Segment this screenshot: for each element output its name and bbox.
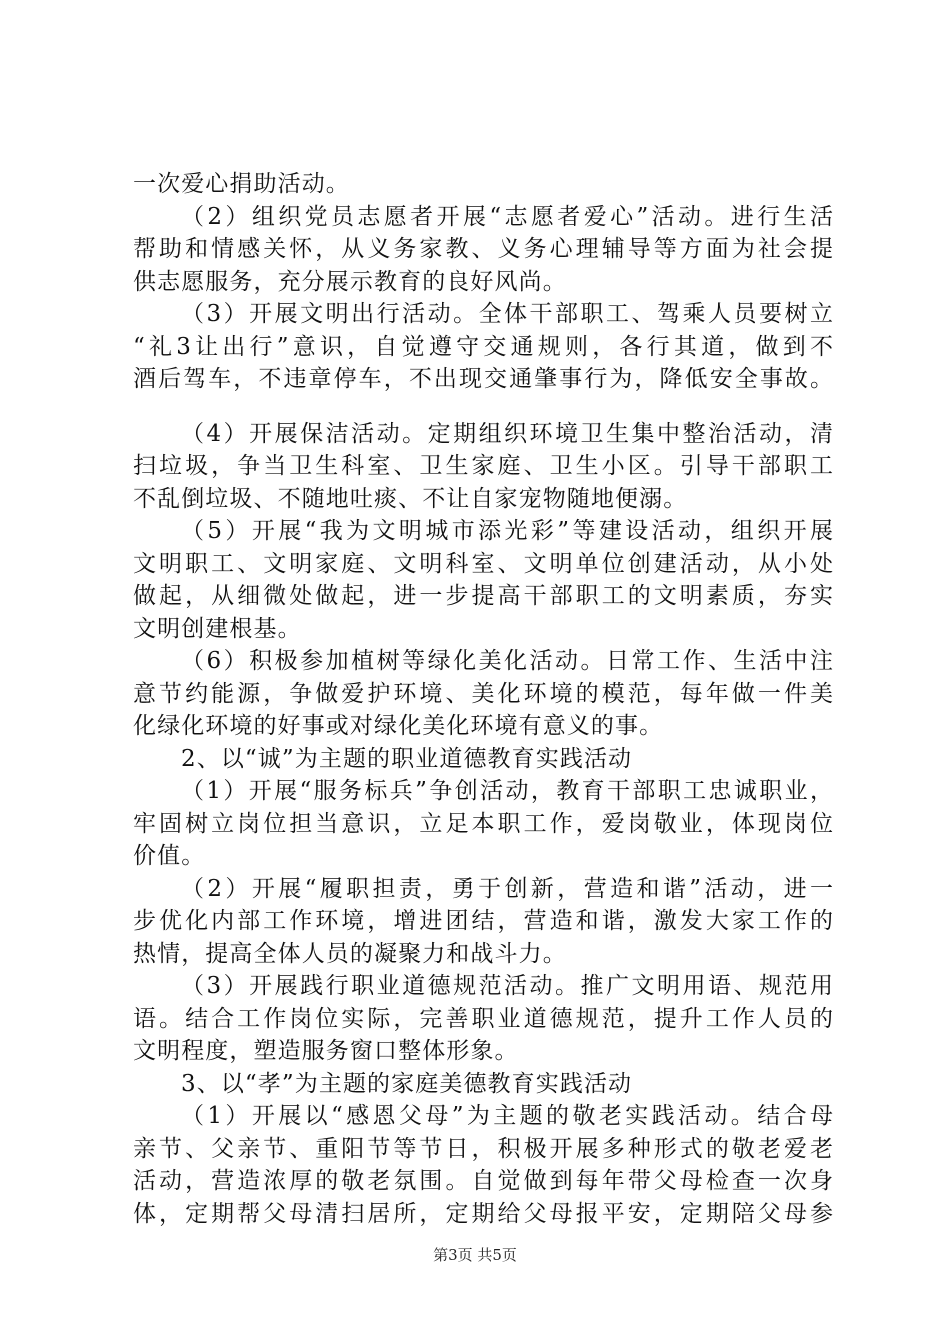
text-line: 扫垃圾，争当卫生科室、卫生家庭、卫生小区。引导干部职工 (133, 453, 833, 479)
text-line: （5）开展“我为文明城市添光彩”等建设活动，组织开展 (181, 518, 833, 544)
text-line: 一次爱心捐助活动。 (133, 171, 350, 197)
text-line: 做起，从细微处做起，进一步提高干部职工的文明素质，夯实 (133, 583, 833, 609)
text-line: （6）积极参加植树等绿化美化活动。日常工作、生活中注 (181, 648, 833, 674)
text-line: 热情，提高全体人员的凝聚力和战斗力。 (133, 940, 567, 967)
text-line: 语。结合工作岗位实际，完善职业道德规范，提升工作人员的 (133, 1005, 833, 1032)
text-line: 不乱倒垃圾、不随地吐痰、不让自家宠物随地便溺。 (133, 485, 688, 512)
text-line: 意节约能源，争做爱护环境、美化环境的模范，每年做一件美 (133, 680, 833, 707)
text-line: （1）开展以“感恩父母”为主题的敬老实践活动。结合母 (181, 1103, 833, 1129)
document-body (133, 168, 833, 1230)
text-line: （3）开展文明出行活动。全体干部职工、驾乘人员要树立 (181, 301, 833, 327)
text-line: （1）开展“服务标兵”争创活动，教育干部职工忠诚职业， (181, 778, 833, 804)
text-line: 帮助和情感关怀，从义务家教、义务心理辅导等方面为社会提 (133, 236, 833, 262)
text-line: 活动，营造浓厚的敬老氛围。自觉做到每年带父母检查一次身 (133, 1168, 833, 1194)
text-line: 体，定期帮父母清扫居所，定期给父母报平安，定期陪父母参 (133, 1200, 833, 1227)
text-line: 价值。 (133, 843, 206, 869)
text-line: 2、以“诚”为主题的职业道德教育实践活动 (181, 745, 633, 772)
text-line: 酒后驾车，不违章停车，不出现交通肇事行为，降低安全事故。 (133, 366, 833, 392)
text-line: “礼3让出行”意识，自觉遵守交通规则，各行其道，做到不 (133, 333, 833, 360)
text-line: 牢固树立岗位担当意识，立足本职工作，爱岗敬业，体现岗位 (133, 810, 833, 837)
text-line: 文明程度，塑造服务窗口整体形象。 (133, 1038, 519, 1064)
text-line: （2）组织党员志愿者开展“志愿者爱心”活动。进行生活 (181, 203, 833, 230)
text-line: 文明职工、文明家庭、文明科室、文明单位创建活动，从小处 (133, 550, 833, 577)
page-number: 第3页 共5页 (433, 1246, 517, 1264)
text-line: 3、以“孝”为主题的家庭美德教育实践活动 (181, 1070, 633, 1097)
text-line: 供志愿服务，充分展示教育的良好风尚。 (133, 268, 567, 295)
page-footer (0, 1244, 950, 1265)
text-line: （2）开展“履职担责，勇于创新，营造和谐”活动，进一 (181, 875, 833, 902)
text-line: （4）开展保洁活动。定期组织环境卫生集中整治活动，清 (181, 420, 833, 447)
text-line: 亲节、父亲节、重阳节等节日，积极开展多种形式的敬老爱老 (133, 1135, 833, 1162)
text-line: 步优化内部工作环境，增进团结，营造和谐，激发大家工作的 (133, 908, 833, 934)
text-line: 化绿化环境的好事或对绿化美化环境有意义的事。 (133, 713, 664, 739)
text-line: （3）开展践行职业道德规范活动。推广文明用语、规范用 (181, 973, 833, 999)
text-line: 文明创建根基。 (133, 615, 302, 642)
